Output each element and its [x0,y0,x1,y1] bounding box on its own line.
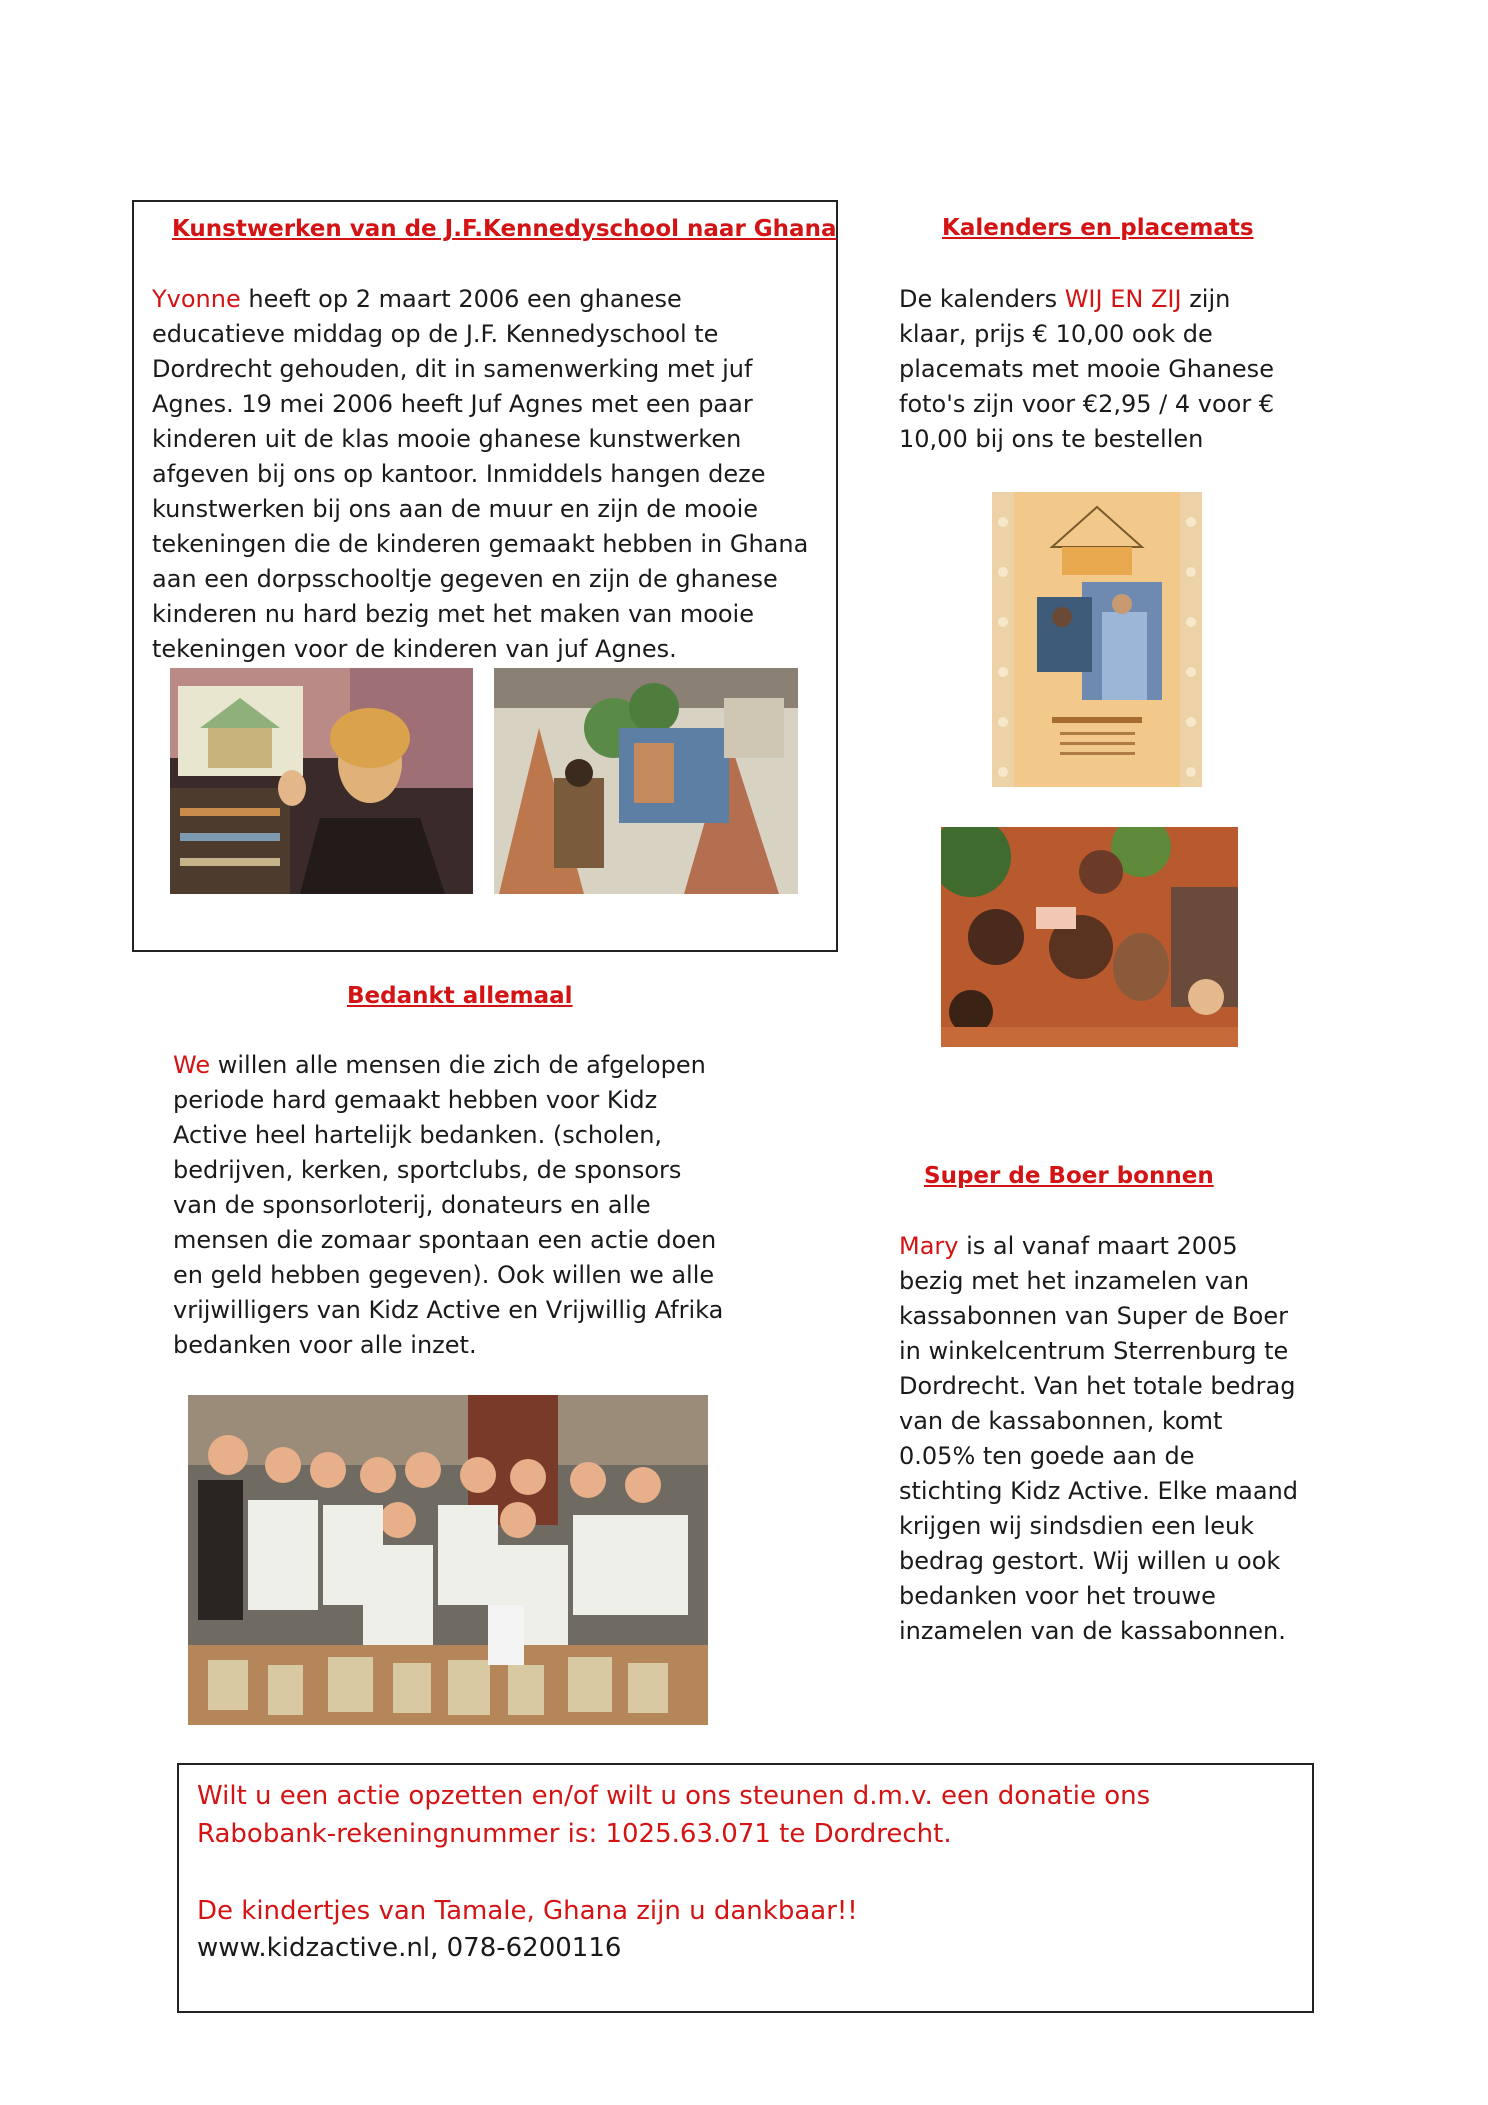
placemat-collage-image [941,827,1238,1047]
kalenders-body-after: zijn klaar, prijs € 10,00 ook de placemats met mooie Ghanese foto's zijn voor €2,95 / 4 voor € 10,00 bij ons te bestellen [899,285,1275,453]
footer-contact-text: www.kidzactive.nl, 078-6200116 [197,1933,622,1963]
calendar-image [992,492,1202,787]
super-lead-name: Mary [899,1232,959,1260]
bedankt-lead: We [173,1051,211,1079]
volunteers-group-photo [188,1395,708,1725]
kalenders-highlight: WIJ EN ZIJ [1064,285,1182,313]
kunstwerken-lead-name: Yvonne [152,285,241,313]
kalenders-body-before: De kalenders [899,285,1065,313]
kunstwerken-body: heeft op 2 maart 2006 een ghanese educatieve middag op de J.F. Kennedyschool te Dordrecht gehouden, dit in samenwerking met juf Agnes. 19 mei 2006 heeft Juf Agnes met een paar kinderen uit de klas mooie ghanese kunstwerken afgeven bij ons op kantoor. Inmiddels hangen deze kunstwerken bij ons aan de muur en zijn de mooie tekeningen die de kinderen gemaakt hebben in Ghana aan een dorpsschooltje gegeven en zijn de ghanese kinderen nu hard bezig met het maken van mooie tekeningen voor de kinderen van juf Agnes. [152,285,809,663]
super-text [899,1229,1299,1649]
footer-donation-text: Wilt u een actie opzetten en/of wilt u ons steunen d.m.v. een donatie ons Rabobank-rekeningnummer is: 1025.63.071 te Dordrecht. [197,1781,1151,1849]
bedankt-body: willen alle mensen die zich de afgelopen periode hard gemaakt hebben voor Kidz Active heel hartelijk bedanken. (scholen, bedrijven, kerken, sportclubs, de sponsors van de sponsorloterij, donateurs en alle mensen die zomaar spontaan een actie doen en geld hebben gegeven). Ook willen we alle vrijwilligers van Kidz Active en Vrijwillig Afrika bedanken voor alle inzet. [173,1051,724,1359]
photo-childrens-artwork [494,668,798,894]
bedankt-heading: Bedankt allemaal [347,983,573,1009]
footer-thanks-text: De kindertjes van Tamale, Ghana zijn u dankbaar!! [197,1896,858,1926]
kalenders-heading: Kalenders en placemats [942,215,1254,241]
kunstwerken-heading: Kunstwerken van de J.F.Kennedyschool naar Ghana [172,216,837,242]
kalenders-text [899,282,1299,457]
super-heading: Super de Boer bonnen [924,1163,1214,1189]
bedankt-text [173,1048,733,1363]
kunstwerken-text [152,282,822,667]
super-body: is al vanaf maart 2005 bezig met het inzamelen van kassabonnen van Super de Boer in winkelcentrum Sterrenburg te Dordrecht. Van het totale bedrag van de kassabonnen, komt 0.05% ten goede aan de stichting Kidz Active. Elke maand krijgen wij sindsdien een leuk bedrag gestort. Wij willen u ook bedanken voor het trouwe inzamelen van de kassabonnen. [899,1232,1299,1645]
photo-teacher-with-drawing [170,668,473,894]
